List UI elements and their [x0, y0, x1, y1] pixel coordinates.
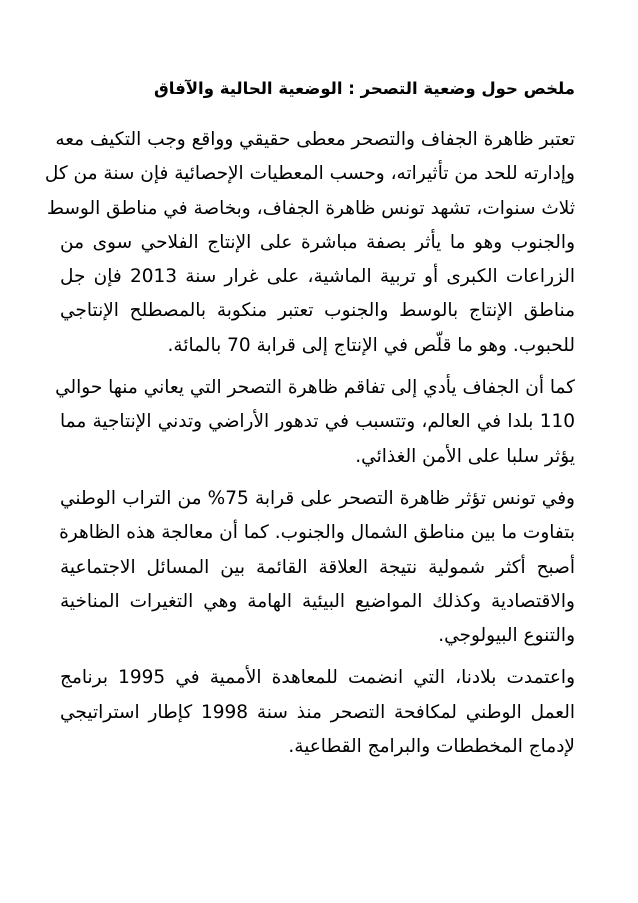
text-line: والتنوع البيولوجي.: [438, 625, 575, 647]
paragraph-drought: [44, 123, 575, 363]
text-line: للحبوب. وهو ما قلّص في الإنتاج إلى قرابة 70 بالمائة.: [167, 334, 575, 356]
document-title: ملخص حول وضعية التصحر : الوضعية الحالية والآفاق: [154, 79, 575, 98]
text-line: واعتمدت بلادنا، التي انضمت للمعاهدة الأممية في 1995 برنامج: [60, 667, 575, 689]
text-line: والاقتصادية وكذلك المواضيع البيئية الهامة وهي التغيرات المناخية: [60, 590, 575, 612]
text-line: 110 بلدا في العالم، وتتسبب في تدهور الأراضي وتدني الإنتاجية مما: [60, 411, 575, 433]
text-line: الزراعات الكبرى أو تربية الماشية، على غرار سنة 2013 فإن جل: [60, 266, 575, 288]
paragraph-desertification-world: [55, 371, 575, 474]
text-line: وإدارته للحد من تأثيراته، وحسب المعطيات الإحصائية فإن سنة من كل: [44, 163, 575, 185]
text-line: يؤثر سلبا على الأمن الغذائي.: [355, 445, 575, 467]
paragraph-national-program: [60, 661, 575, 764]
text-line: بتفاوت ما بين مناطق الشمال والجنوب. كما أن معالجة هذه الظاهرة: [59, 522, 575, 544]
text-line: وفي تونس تؤثر ظاهرة التصحر على قرابة 75% من التراب الوطني: [60, 487, 575, 509]
text-line: والجنوب وهو ما يأثر بصفة مباشرة على الإنتاج الفلاحي سوى من: [60, 231, 575, 253]
text-line: العمل الوطني لمكافحة التصحر منذ سنة 1998 كإطار استراتيجي: [60, 701, 575, 723]
text-line: لإدماج المخططات والبرامج القطاعية.: [288, 736, 575, 758]
text-line: تعتبر ظاهرة الجفاف والتصحر معطى حقيقي وواقع وجب التكيف معه: [55, 129, 575, 150]
text-line: كما أن الجفاف يأدي إلى تفاقم ظاهرة التصحر التي يعاني منها حوالي: [55, 377, 575, 399]
text-line: ثلاث سنوات، تشهد تونس ظاهرة الجفاف، وبخاصة في مناطق الوسط: [46, 197, 575, 219]
text-line: أصبح أكثر شمولية نتيجة العلاقة القائمة بين المسائل الاجتماعية: [60, 556, 575, 578]
paragraph-tunisia: [60, 482, 575, 653]
text-line: مناطق الإنتاج بالوسط والجنوب تعتبر منكوبة بالمصطلح الإنتاجي: [60, 300, 575, 322]
